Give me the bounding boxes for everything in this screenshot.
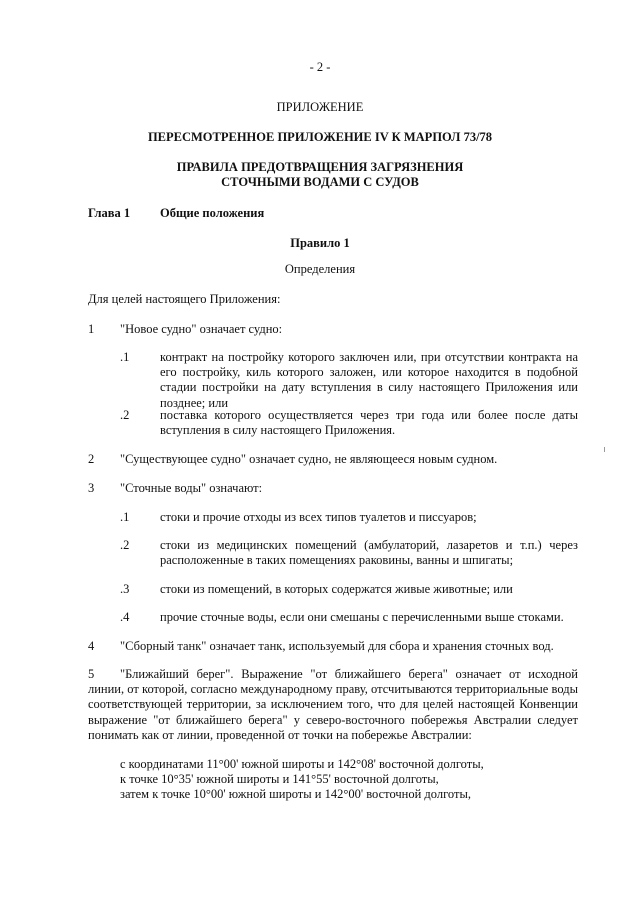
paragraph-number: 3 <box>88 481 95 495</box>
page-number: - 2 - <box>309 60 331 74</box>
subtitle-line-2: СТОЧНЫМИ ВОДАМИ С СУДОВ <box>221 175 419 189</box>
document-title: ПЕРЕСМОТРЕННОЕ ПРИЛОЖЕНИЕ IV К МАРПОЛ 73/78 <box>147 130 493 144</box>
subitem-number: .3 <box>120 582 130 596</box>
subtitle-line-1: ПРАВИЛА ПРЕДОТВРАЩЕНИЯ ЗАГРЯЗНЕНИЯ <box>176 160 464 174</box>
annex-label: ПРИЛОЖЕНИЕ <box>276 100 364 114</box>
coordinate-line: затем к точке 10°00' южной широты и 142°00' восточной долготы, <box>120 787 471 801</box>
paragraph-number: 2 <box>88 452 95 466</box>
coordinate-line: к точке 10°35' южной широты и 141°55' восточной долготы, <box>120 772 439 786</box>
subitem-number: .1 <box>120 510 130 524</box>
coordinate-line: с координатами 11°00' южной широты и 142°08' восточной долготы, <box>120 757 484 771</box>
chapter-title: Общие положения <box>160 206 265 220</box>
subitem-number: .4 <box>120 610 130 624</box>
subitem-text: прочие сточные воды, если они смешаны с перечисленными выше стоками. <box>160 610 564 624</box>
paragraph-number: 5 <box>88 667 95 681</box>
paragraph-text: "Новое судно" означает судно: <box>120 322 283 336</box>
paragraph-number: 1 <box>88 322 95 336</box>
subitem-text: стоки из медицинских помещений (амбулаторий, лазаретов и т.п.) через расположенные в таких помещениях раковины, ванны и шпигаты; <box>160 538 578 568</box>
paragraph-text: "Сточные воды" означают: <box>120 481 263 495</box>
paragraph-text: "Ближайший берег". Выражение "от ближайшего берега" означает от исходной линии, от которой, согласно международному праву, отсчитываются территориальные воды соответствующей территории, за исключением того, что для целей настоящей Конвенции выражение "от ближайшего берега" у северо-восточного побережья Австралии следует понимать как от линии, проведенной от точки на побережье Австралии: <box>88 667 578 742</box>
chapter-label: Глава 1 <box>88 206 131 220</box>
subitem-number: .2 <box>120 538 130 552</box>
regulation-heading: Правило 1 <box>290 236 350 250</box>
subitem-text: контракт на постройку которого заключен или, при отсутствии контракта на его постройку, киль которого заложен, или которое находится в подобной стадии постройки на дату вступления в силу настоящего Приложения или позднее; или <box>160 350 578 410</box>
paragraph-text: "Сборный танк" означает танк, используемый для сбора и хранения сточных вод. <box>120 639 554 653</box>
margin-mark <box>604 447 605 452</box>
subitem-text: стоки из помещений, в которых содержатся живые животные; или <box>160 582 513 596</box>
intro-text: Для целей настоящего Приложения: <box>88 292 281 306</box>
paragraph-number: 4 <box>88 639 95 653</box>
subitem-text: стоки и прочие отходы из всех типов туалетов и писсуаров; <box>160 510 477 524</box>
regulation-title: Определения <box>284 262 356 276</box>
subitem-number: .1 <box>120 350 130 364</box>
subitem-text: поставка которого осуществляется через три года или более после даты вступления в силу настоящего Приложения. <box>160 408 578 438</box>
subitem-number: .2 <box>120 408 130 422</box>
paragraph-text: "Существующее судно" означает судно, не являющееся новым судном. <box>120 452 498 466</box>
